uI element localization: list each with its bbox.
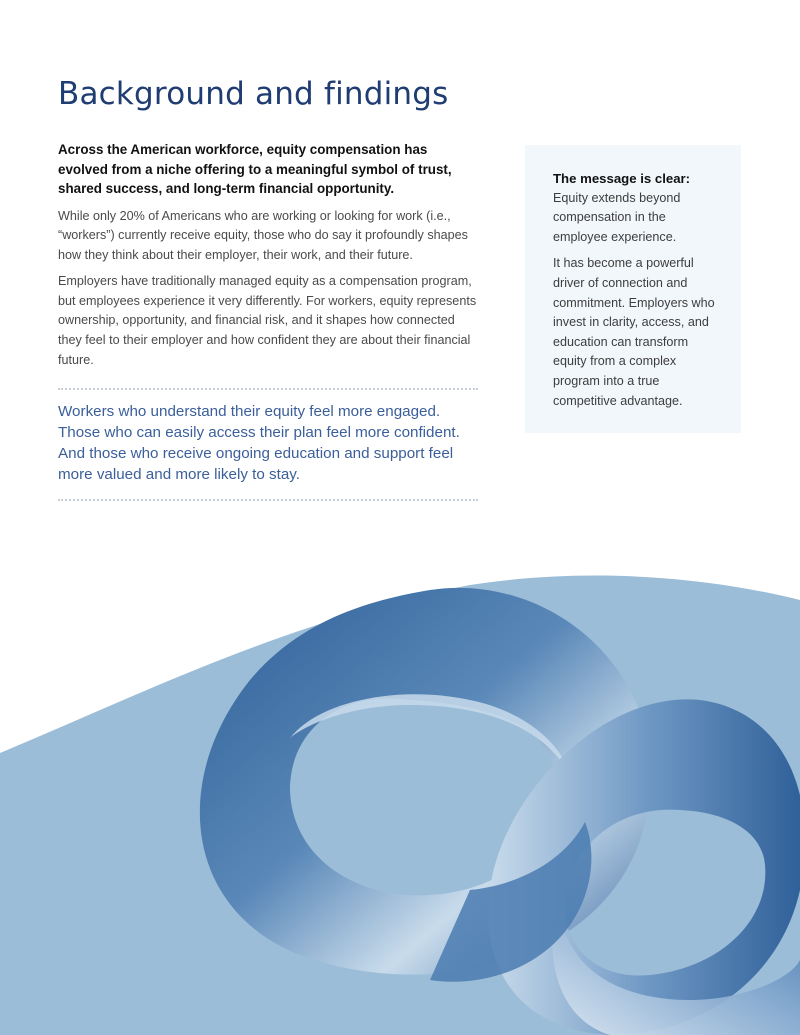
sidebar-paragraph-1: Equity extends beyond compensation in the employee experience. [553, 190, 681, 244]
pull-quote: Workers who understand their equity feel more engaged. Those who can easily access their plan feel more confident. And those who receive ongoing education and support feel more valued and more likely to stay. [58, 403, 460, 483]
sidebar-heading: The message is clear: [553, 171, 691, 186]
sidebar-callout [525, 145, 741, 433]
lead-paragraph: Across the American workforce, equity compensation has evolved from a niche offering to a meaningful symbol of trust, shared success, and long-term financial opportunity. [58, 142, 452, 196]
body-paragraph-2: Employers have traditionally managed equity as a compensation program, but employees experience it very differently. For workers, equity represents ownership, opportunity, and financial risk, and it shapes how connected they feel to their employer and how confident they are about their financial future. [58, 274, 477, 367]
body-paragraph-1: While only 20% of Americans who are working or looking for work (i.e., “workers”) currently receive equity, those who do say it profoundly shapes how they think about their employer, their work, and their future. [58, 208, 468, 262]
main-column [58, 140, 478, 501]
interlocking-rings-illustration [0, 560, 800, 1035]
page-title: Background and findings [58, 76, 449, 112]
divider-bottom [58, 499, 478, 501]
sidebar-paragraph-2: It has become a powerful driver of connection and commitment. Employers who invest in clarity, access, and education can transform equity from a complex program into a true competitive advantage. [553, 256, 715, 408]
divider-top [58, 388, 478, 390]
